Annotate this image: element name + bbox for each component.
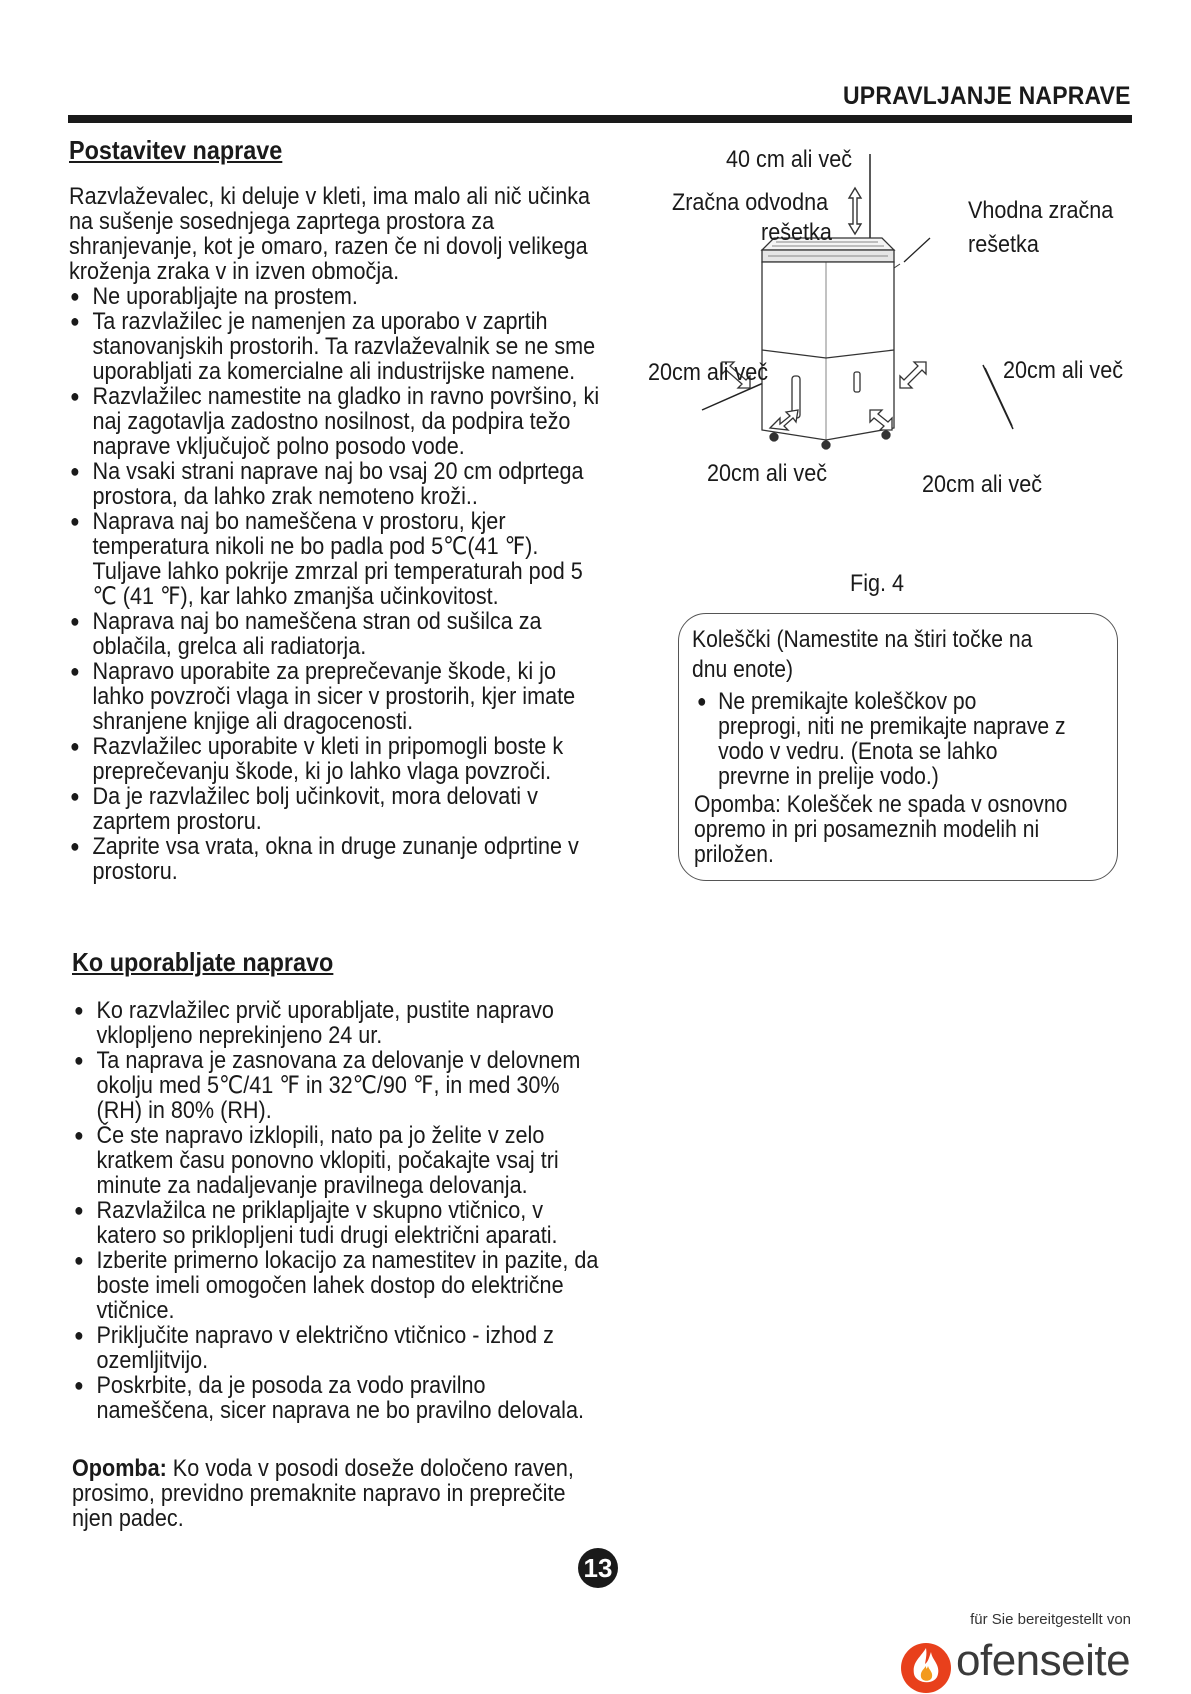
- intro-line: shranjevanje, kot je omaro, razen če ni dovolj velikega: [69, 233, 588, 260]
- bullet-line: naprave vključujoč polno posodo vode.: [92, 433, 465, 460]
- header-divider: [68, 115, 1132, 123]
- casters-note-line: Opomba: Kolešček ne spada v osnovno: [694, 791, 1068, 818]
- bullet-line: ● Razvlažilec uporabite v kleti in pripomogli boste k: [92, 733, 564, 760]
- placement-bullet: [70, 309, 599, 384]
- placement-bullet: [70, 509, 599, 609]
- casters-bullet-line: prevrne in prelije vodo.): [718, 763, 939, 790]
- bullet-line: ● Da je razvlažilec bolj učinkovit, mora delovati v: [92, 783, 538, 810]
- placement-bullet: [70, 284, 599, 309]
- flame-logo-icon: [898, 1638, 954, 1694]
- bullet-line: oblačila, grelca ali radiatorja.: [92, 633, 367, 660]
- usage-bullet: [74, 1373, 598, 1423]
- section-heading-placement: Postavitev naprave: [69, 135, 283, 165]
- usage-bullet: [74, 1198, 598, 1248]
- bullet-line: minute za nadaljevanje pravilnega delovanja.: [96, 1172, 528, 1199]
- dehumidifier-illustration: [762, 238, 900, 492]
- placement-bullet: [70, 659, 599, 734]
- inlet-leader-line: [904, 238, 930, 262]
- note-text: Ko voda v posodi doseže določeno raven,: [166, 1455, 574, 1482]
- page-number: 13: [578, 1548, 618, 1588]
- bullet-line: shranjene knjige ali dragocenosti.: [92, 708, 414, 735]
- brand-name: ofenseite: [956, 1636, 1131, 1685]
- casters-note-line: opremo in pri posameznih modelih ni: [694, 816, 1040, 843]
- casters-note: [694, 792, 1067, 867]
- intro-line: na sušenje sosednjega zaprtega prostora za: [69, 208, 495, 235]
- placement-bullet: [70, 459, 599, 509]
- bullet-line: preprečevanju škode, ki jo lahko vlaga povzroči.: [92, 758, 552, 785]
- placement-bullet: [70, 834, 599, 884]
- bullet-line: ● Poskrbite, da je posoda za vodo pravilno: [96, 1372, 486, 1399]
- bullet-line: uporabljati za komercialne ali industrijske namene.: [92, 358, 576, 385]
- outlet-grille-label: Zračna odvodna: [672, 189, 829, 216]
- note-text: prosimo, previdno premaknite napravo in preprečite: [72, 1480, 566, 1507]
- intro-line: Razvlaževalec, ki deluje v kleti, ima malo ali nič učinka: [69, 183, 591, 210]
- section-heading-usage: Ko uporabljate napravo: [72, 947, 334, 977]
- placement-bullet: [70, 784, 599, 834]
- page-header-title: UPRAVLJANJE NAPRAVE: [843, 82, 1131, 110]
- bullet-line: ● Razvlažilca ne priklapljajte v skupno vtičnico, v: [96, 1197, 544, 1224]
- usage-bullet: [74, 1123, 598, 1198]
- casters-bullet-line: vodo v vedru. (Enota se lahko: [718, 738, 998, 765]
- casters-note-title: [692, 625, 1032, 685]
- top-clearance-arrow: [849, 188, 861, 234]
- usage-bullet: [74, 1048, 598, 1123]
- outlet-grille-label: rešetka: [761, 219, 832, 246]
- inlet-grille-label: rešetka: [968, 231, 1039, 258]
- right-clearance-label: 20cm ali več: [1003, 357, 1124, 384]
- top-clearance-label: 40 cm ali več: [726, 146, 853, 173]
- usage-bullet: [74, 1248, 598, 1323]
- bullet-line: ● Ne uporabljajte na prostem.: [92, 283, 358, 310]
- bullet-line: ● Izberite primerno lokacijo za namestitev in pazite, da: [96, 1247, 599, 1274]
- casters-title-line: dnu enote): [692, 656, 793, 683]
- bullet-line: ● Naprava naj bo nameščena stran od sušilca za: [92, 608, 542, 635]
- note-label: Opomba:: [72, 1455, 167, 1482]
- bottom-left-clearance-label: 20cm ali več: [707, 460, 828, 487]
- bullet-line: temperatura nikoli ne bo padla pod 5℃(41 ℉).: [92, 533, 539, 560]
- bullet-line: naj zagotavlja zadostno nosilnost, da podpira težo: [92, 408, 571, 435]
- figure-caption: Fig. 4: [850, 570, 905, 597]
- inlet-grille-label: Vhodna zračna: [968, 197, 1114, 224]
- placement-bullet: [70, 384, 599, 459]
- bullet-line: ℃ (41 ℉), kar lahko zmanjša učinkovitost.: [92, 583, 499, 610]
- bullet-line: ● Razvlažilec namestite na gladko in ravno površino, ki: [92, 383, 600, 410]
- intro-line: kroženja zraka v in izven območja.: [69, 258, 400, 285]
- casters-note-line: priložen.: [694, 841, 774, 868]
- bullet-line: vtičnice.: [96, 1297, 175, 1324]
- bullet-line: prostora, da lahko zrak nemoteno kroži..: [92, 483, 478, 510]
- bullet-line: stanovanjskih prostorih. Ta razvlaževalnik se ne sme: [92, 333, 596, 360]
- bullet-line: ● Zaprite vsa vrata, okna in druge zunanje odprtine v: [92, 833, 579, 860]
- bottom-right-clearance-label: 20cm ali več: [922, 471, 1043, 498]
- bullet-line: prostoru.: [92, 858, 178, 885]
- bullet-line: zaprtem prostoru.: [92, 808, 262, 835]
- bullet-line: ● Ko razvlažilec prvič uporabljate, pustite napravo: [96, 997, 554, 1024]
- placement-bullet-list: [70, 284, 599, 884]
- usage-note: [72, 1456, 574, 1531]
- casters-bullet-line: preprogi, niti ne premikajte naprave z: [718, 713, 1066, 740]
- bullet-line: vklopljeno neprekinjeno 24 ur.: [96, 1022, 383, 1049]
- bullet-line: ● Naprava naj bo nameščena v prostoru, kjer: [92, 508, 506, 535]
- bullet-line: (RH) in 80% (RH).: [96, 1097, 272, 1124]
- brand-tagline: für Sie bereitgestellt von: [970, 1611, 1131, 1628]
- bullet-line: kratkem času ponovno vklopiti, počakajte vsaj tri: [96, 1147, 559, 1174]
- bullet-dot-icon: ●: [697, 691, 707, 711]
- casters-bullet: [697, 689, 1066, 789]
- usage-bullet-list: [74, 998, 598, 1423]
- bullet-line: Tuljave lahko pokrije zmrzal pri temperaturah pod 5: [92, 558, 583, 585]
- bullet-line: lahko povzroči vlaga in sicer v prostorih, kjer imate: [92, 683, 576, 710]
- note-text: njen padec.: [72, 1505, 184, 1532]
- placement-intro: [69, 184, 590, 284]
- bullet-line: ● Napravo uporabite za preprečevanje škode, ki jo: [92, 658, 556, 685]
- left-clearance-label: 20cm ali več: [648, 359, 769, 386]
- casters-title-line: Koleščki (Namestite na štiri točke na: [692, 626, 1033, 653]
- bullet-line: ● Priključite napravo v električno vtičnico - izhod z: [96, 1322, 554, 1349]
- casters-bullet-line: Ne premikajte koleščkov po: [718, 688, 977, 715]
- right-clearance-arrow: [900, 362, 926, 388]
- usage-bullet: [74, 1323, 598, 1373]
- bullet-line: boste imeli omogočen lahek dostop do električne: [96, 1272, 564, 1299]
- placement-bullet: [70, 609, 599, 659]
- bullet-line: ozemljitvijo.: [96, 1347, 209, 1374]
- bullet-line: nameščena, sicer naprava ne bo pravilno delovala.: [96, 1397, 585, 1424]
- bullet-line: ● Ta naprava je zasnovana za delovanje v delovnem: [96, 1047, 581, 1074]
- bullet-line: katero so priklopljeni tudi drugi električni aparati.: [96, 1222, 558, 1249]
- bullet-line: ● Ta razvlažilec je namenjen za uporabo v zaprtih: [92, 308, 548, 335]
- bullet-line: ● Na vsaki strani naprave naj bo vsaj 20 cm odprtega: [92, 458, 584, 485]
- usage-bullet: [74, 998, 598, 1048]
- bullet-line: okolju med 5℃/41 ℉ in 32℃/90 ℉, in med 30%: [96, 1072, 560, 1099]
- bullet-line: ● Če ste napravo izklopili, nato pa jo želite v zelo: [96, 1122, 545, 1149]
- placement-bullet: [70, 734, 599, 784]
